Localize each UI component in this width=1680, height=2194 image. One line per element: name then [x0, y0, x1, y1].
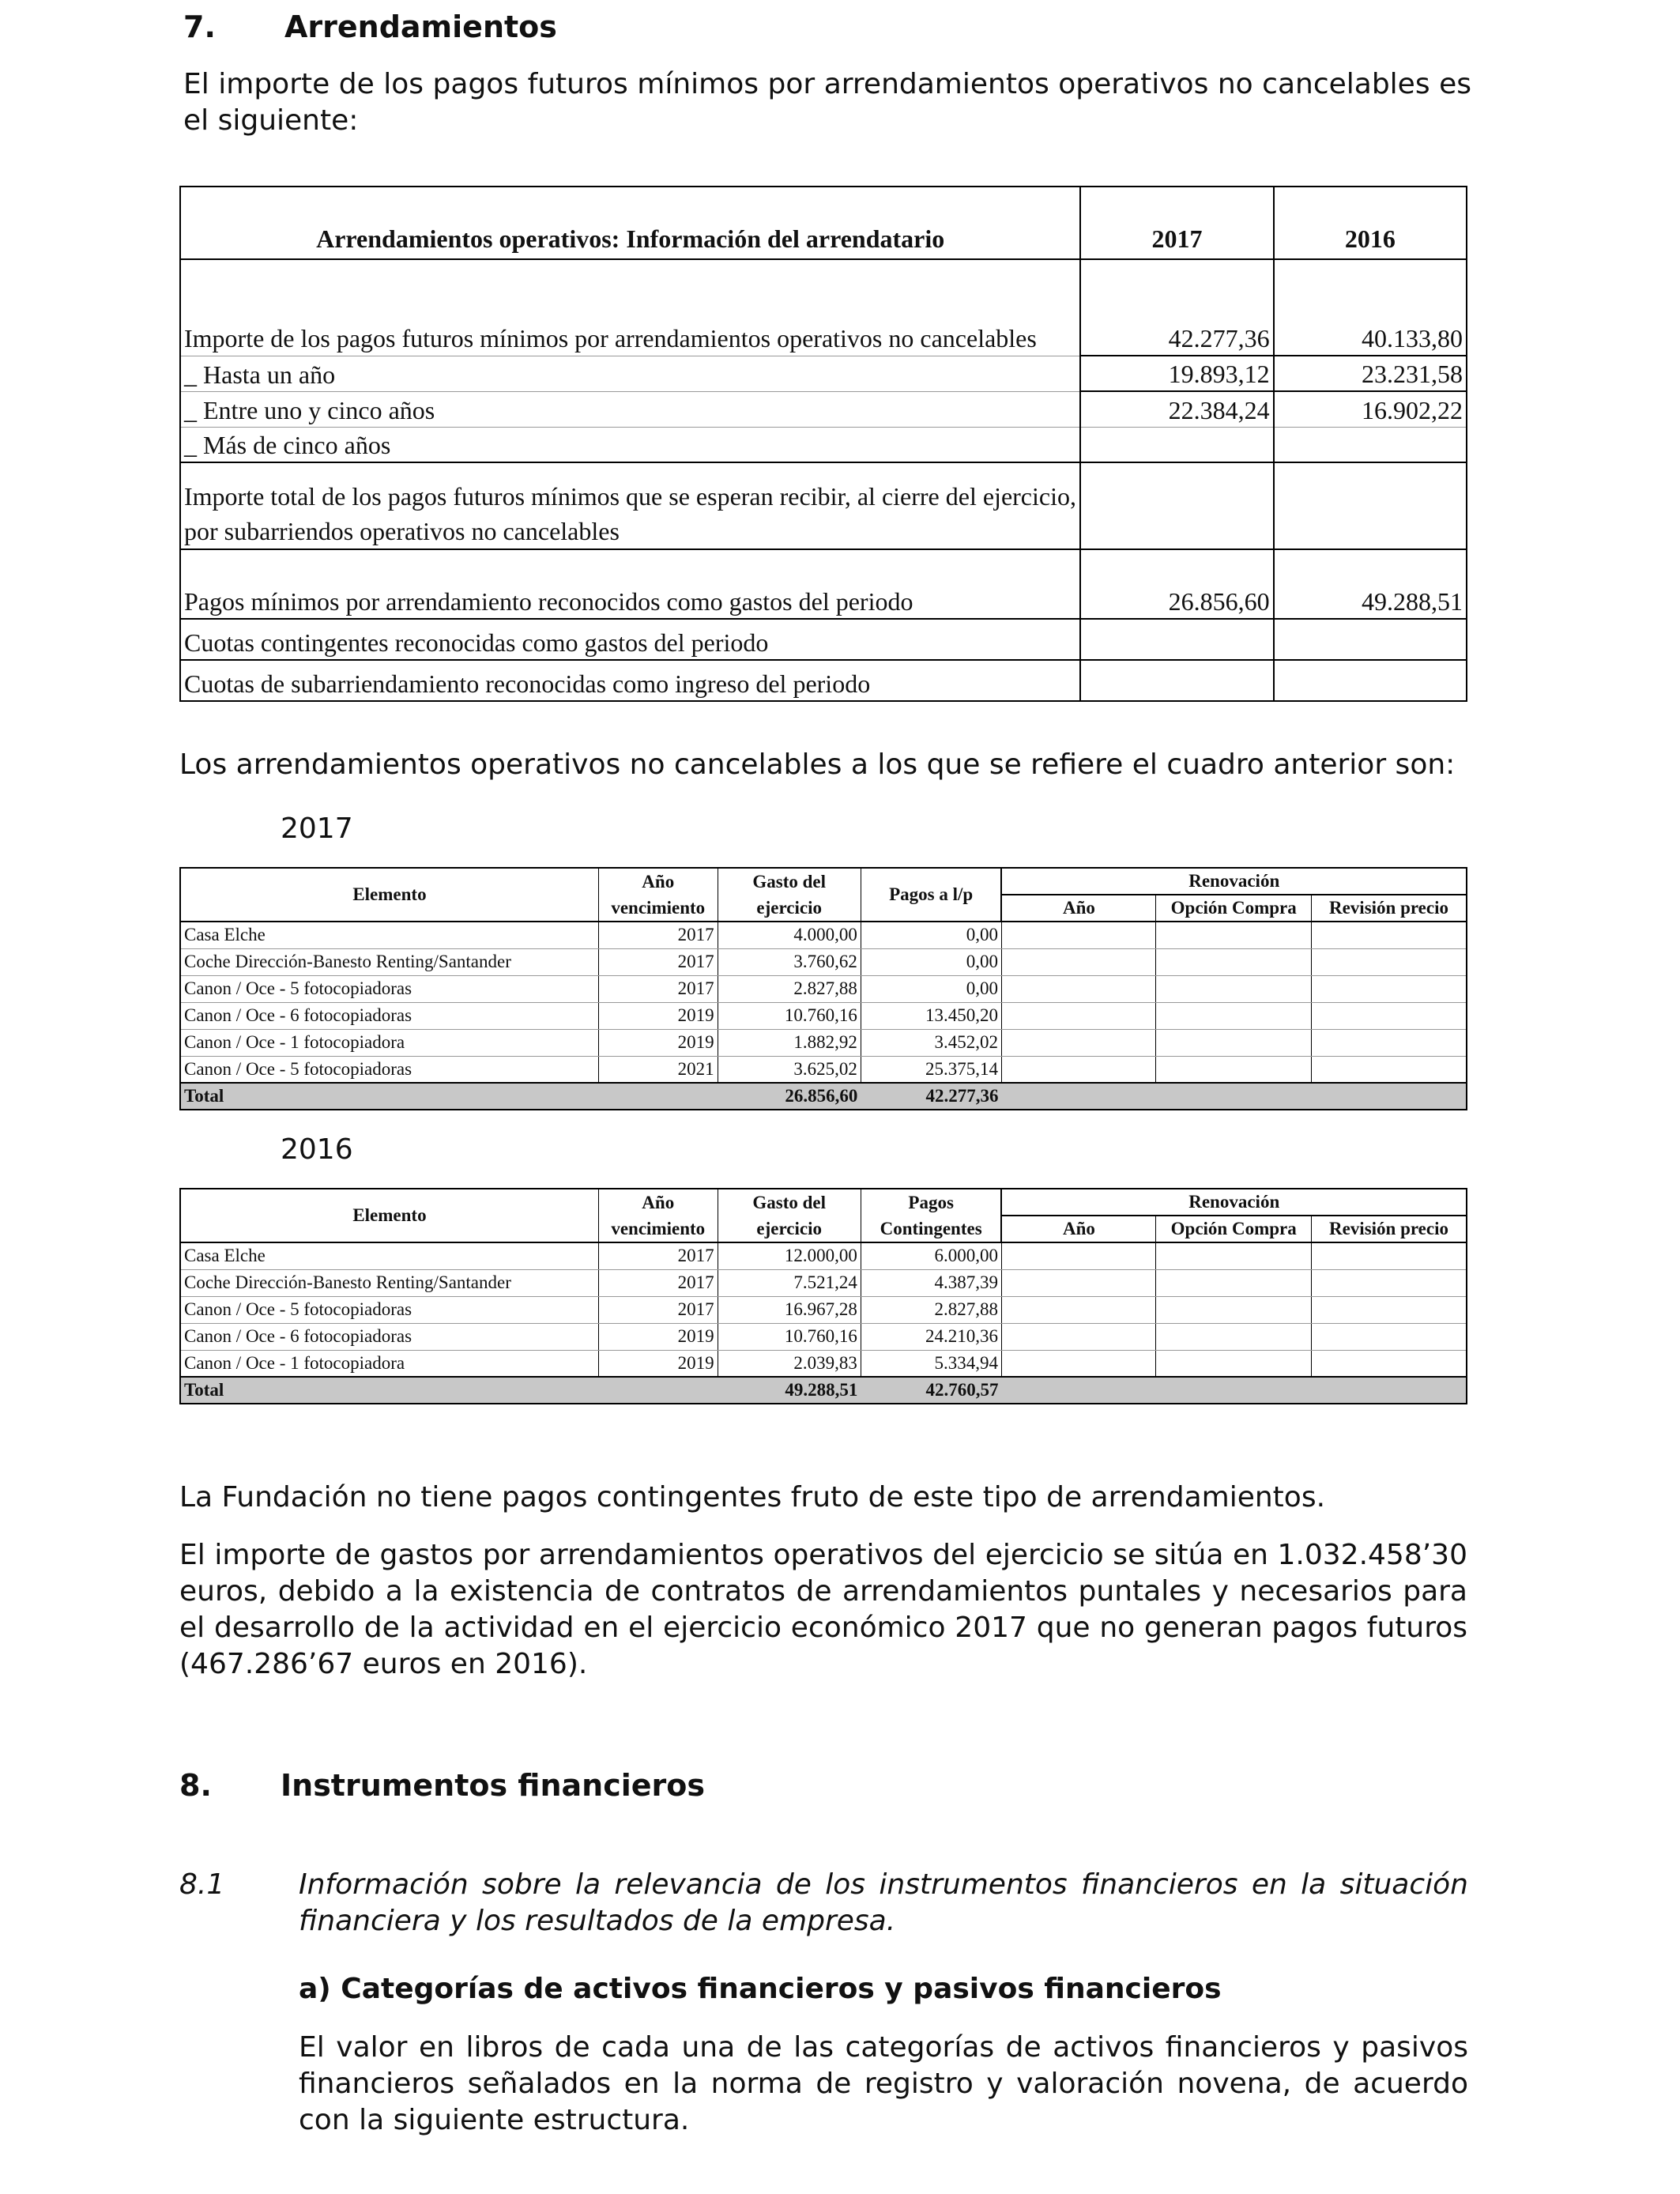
- table-row: [180, 1323, 1467, 1350]
- cell-renov-ano: [1001, 1002, 1155, 1029]
- table-row: [180, 259, 1467, 356]
- value-2017: [1080, 462, 1273, 549]
- year-heading-2017: 2017: [281, 812, 353, 845]
- cell-elemento: Casa Elche: [180, 1242, 598, 1269]
- cell-renov-ano: [1001, 922, 1155, 948]
- row-label: Pagos mínimos por arrendamiento reconocidos como gastos del periodo: [180, 549, 1080, 619]
- cell-elemento: Canon / Oce - 6 fotocopiadoras: [180, 1002, 598, 1029]
- total-pagos: 42.277,36: [861, 1083, 1001, 1110]
- cell-elemento: Canon / Oce - 1 fotocopiadora: [180, 1029, 598, 1056]
- total-gasto: 26.856,60: [718, 1083, 861, 1110]
- row-label: _ Hasta un año: [180, 356, 1080, 391]
- cell-renov-ano: [1001, 1056, 1155, 1083]
- cell-renov-opcion: [1156, 922, 1312, 948]
- header-renov-revision: Revisión precio: [1311, 1216, 1467, 1242]
- value-2017: [1080, 660, 1273, 701]
- value-2016: 40.133,80: [1274, 259, 1467, 356]
- value-2017: [1080, 427, 1273, 462]
- table-row: [180, 619, 1467, 660]
- total-row: [180, 1377, 1467, 1404]
- cell-ano: 2021: [598, 1056, 718, 1083]
- cell-elemento: Coche Dirección-Banesto Renting/Santander: [180, 948, 598, 975]
- year-heading-2016: 2016: [281, 1133, 353, 1166]
- row-label: Cuotas contingentes reconocidas como gastos del periodo: [180, 619, 1080, 660]
- cell-ano: 2019: [598, 1323, 718, 1350]
- cell-ano: 2017: [598, 922, 718, 948]
- cell-elemento: Coche Dirección-Banesto Renting/Santander: [180, 1269, 598, 1296]
- header-renov-opcion: Opción Compra: [1156, 1216, 1312, 1242]
- cell-gasto: 4.000,00: [718, 922, 861, 948]
- value-2016: [1274, 660, 1467, 701]
- cell-renov-ano: [1001, 1323, 1155, 1350]
- header-label: Arrendamientos operativos: Información del arrendatario: [180, 187, 1080, 259]
- table-row: [180, 1029, 1467, 1056]
- cell-ano: 2017: [598, 1296, 718, 1323]
- total-label: Total: [180, 1083, 598, 1110]
- cell-renov-ano: [1001, 1296, 1155, 1323]
- cell-pagos: 5.334,94: [861, 1350, 1001, 1377]
- cell-gasto: 2.039,83: [718, 1350, 861, 1377]
- table-row: [180, 1269, 1467, 1296]
- subheading-a: a) Categorías de activos financieros y pasivos financieros: [299, 1973, 1222, 2005]
- header-elemento: Elemento: [180, 868, 598, 922]
- value-2017: 26.856,60: [1080, 549, 1273, 619]
- cell-renov-opcion: [1156, 1350, 1312, 1377]
- row-label: Importe total de los pagos futuros mínimos que se esperan recibir, al cierre del ejercicio, por subarriendos operativos no cancelables: [180, 462, 1080, 549]
- header-pagos-a: Pagos: [861, 1189, 1001, 1216]
- total-row: [180, 1083, 1467, 1110]
- cell-elemento: Canon / Oce - 6 fotocopiadoras: [180, 1323, 598, 1350]
- table-row: [180, 922, 1467, 948]
- table-row: [180, 1242, 1467, 1269]
- lead-paragraph: Los arrendamientos operativos no cancelables a los que se refiere el cuadro anterior son:: [179, 748, 1456, 781]
- header-ano-b: vencimiento: [598, 1216, 718, 1242]
- table-row: [180, 1002, 1467, 1029]
- cell-renov-ano: [1001, 1029, 1155, 1056]
- cell-elemento: Casa Elche: [180, 922, 598, 948]
- cell-pagos: 4.387,39: [861, 1269, 1001, 1296]
- table-row: [180, 391, 1467, 427]
- header-pagos: Pagos a l/p: [861, 868, 1001, 922]
- section-title: Arrendamientos: [284, 9, 557, 44]
- header-renovacion: Renovación: [1001, 868, 1467, 895]
- header-year-2017: 2017: [1080, 187, 1273, 259]
- cell-gasto: 1.882,92: [718, 1029, 861, 1056]
- cell-renov-opcion: [1156, 1242, 1312, 1269]
- cell-pagos: 3.452,02: [861, 1029, 1001, 1056]
- cell-renov-ano: [1001, 1242, 1155, 1269]
- cell-pagos: 13.450,20: [861, 1002, 1001, 1029]
- intro-paragraph: El importe de los pagos futuros mínimos por arrendamientos operativos no cancelables es el siguiente:: [183, 68, 1471, 137]
- cell-renov-revision: [1311, 975, 1467, 1002]
- section-number: 8.: [179, 1768, 212, 1803]
- cell-renov-opcion: [1156, 1029, 1312, 1056]
- value-2016: [1274, 462, 1467, 549]
- cell-elemento: Canon / Oce - 1 fotocopiadora: [180, 1350, 598, 1377]
- cell-pagos: 2.827,88: [861, 1296, 1001, 1323]
- cell-pagos: 0,00: [861, 948, 1001, 975]
- row-label: _ Entre uno y cinco años: [180, 391, 1080, 427]
- cell-gasto: 10.760,16: [718, 1323, 861, 1350]
- value-2016: 16.902,22: [1274, 391, 1467, 427]
- row-label: Cuotas de subarriendamiento reconocidas como ingreso del periodo: [180, 660, 1080, 701]
- row-label: _ Más de cinco años: [180, 427, 1080, 462]
- total-empty: [1001, 1377, 1467, 1404]
- header-renov-opcion: Opción Compra: [1156, 895, 1312, 922]
- cell-renov-revision: [1311, 948, 1467, 975]
- cell-renov-revision: [1311, 922, 1467, 948]
- cell-ano: 2019: [598, 1029, 718, 1056]
- header-elemento: Elemento: [180, 1189, 598, 1242]
- cell-gasto: 3.760,62: [718, 948, 861, 975]
- header-renov-revision: Revisión precio: [1311, 895, 1467, 922]
- cell-renov-revision: [1311, 1269, 1467, 1296]
- cell-renov-revision: [1311, 1056, 1467, 1083]
- table-row: [180, 462, 1467, 549]
- value-2016: 49.288,51: [1274, 549, 1467, 619]
- header-renov-ano: Año: [1001, 1216, 1155, 1242]
- value-2016: [1274, 619, 1467, 660]
- header-pagos-b: Contingentes: [861, 1216, 1001, 1242]
- cell-renov-opcion: [1156, 1296, 1312, 1323]
- section-title: Instrumentos financieros: [281, 1768, 706, 1803]
- cell-renov-revision: [1311, 1242, 1467, 1269]
- cell-ano: 2019: [598, 1002, 718, 1029]
- cell-renov-opcion: [1156, 1056, 1312, 1083]
- paragraph-contingentes: La Fundación no tiene pagos contingentes fruto de este tipo de arrendamientos.: [179, 1481, 1326, 1514]
- cell-renov-ano: [1001, 1350, 1155, 1377]
- total-empty: [598, 1377, 718, 1404]
- table-row: [180, 427, 1467, 462]
- value-2016: 23.231,58: [1274, 356, 1467, 391]
- row-label: Importe de los pagos futuros mínimos por arrendamientos operativos no cancelables: [180, 259, 1080, 356]
- subsection-number: 8.1: [179, 1868, 225, 1901]
- table-row: [180, 1056, 1467, 1083]
- paragraph-structure: El valor en libros de cada una de las categorías de activos financieros y pasivos financieros señalados en la norma de registro y valoración novena, de acuerdo con la siguiente estructura.: [299, 2031, 1468, 2136]
- header-ano-a: Año: [598, 868, 718, 895]
- cell-ano: 2017: [598, 948, 718, 975]
- table-row: [180, 356, 1467, 391]
- cell-gasto: 12.000,00: [718, 1242, 861, 1269]
- header-gasto-a: Gasto del: [718, 868, 861, 895]
- table-row: [180, 660, 1467, 701]
- total-label: Total: [180, 1377, 598, 1404]
- header-renov-ano: Año: [1001, 895, 1155, 922]
- value-2017: 22.384,24: [1080, 391, 1273, 427]
- total-empty: [1001, 1083, 1467, 1110]
- cell-gasto: 16.967,28: [718, 1296, 861, 1323]
- total-gasto: 49.288,51: [718, 1377, 861, 1404]
- table-header-row: [180, 187, 1467, 259]
- header-ano-b: vencimiento: [598, 895, 718, 922]
- total-pagos: 42.760,57: [861, 1377, 1001, 1404]
- header-gasto-a: Gasto del: [718, 1189, 861, 1216]
- cell-pagos: 0,00: [861, 975, 1001, 1002]
- lease-info-table: [179, 186, 1467, 702]
- cell-renov-revision: [1311, 1350, 1467, 1377]
- cell-pagos: 6.000,00: [861, 1242, 1001, 1269]
- paragraph-gastos: El importe de gastos por arrendamientos operativos del ejercicio se sitúa en 1.032.458’30 euros, debido a la existencia de contratos de arrendamientos puntales y necesarios para el desarrollo de la actividad en el ejercicio económico 2017 que no generan pagos futuros (467.286’67 euros en 2016).: [179, 1539, 1467, 1680]
- cell-gasto: 7.521,24: [718, 1269, 861, 1296]
- cell-renov-ano: [1001, 975, 1155, 1002]
- value-2017: 42.277,36: [1080, 259, 1273, 356]
- table-row: [180, 948, 1467, 975]
- cell-elemento: Canon / Oce - 5 fotocopiadoras: [180, 1056, 598, 1083]
- cell-ano: 2017: [598, 975, 718, 1002]
- cell-pagos: 25.375,14: [861, 1056, 1001, 1083]
- cell-renov-opcion: [1156, 1002, 1312, 1029]
- cell-renov-revision: [1311, 1296, 1467, 1323]
- value-2017: 19.893,12: [1080, 356, 1273, 391]
- leases-2017-table: [179, 867, 1467, 1110]
- cell-elemento: Canon / Oce - 5 fotocopiadoras: [180, 1296, 598, 1323]
- leases-2016-table: [179, 1188, 1467, 1404]
- section-number: 7.: [183, 9, 216, 44]
- cell-renov-opcion: [1156, 975, 1312, 1002]
- value-2017: [1080, 619, 1273, 660]
- table-row: [180, 549, 1467, 619]
- total-empty: [598, 1083, 718, 1110]
- cell-renov-ano: [1001, 1269, 1155, 1296]
- cell-renov-ano: [1001, 948, 1155, 975]
- header-ano-a: Año: [598, 1189, 718, 1216]
- cell-ano: 2019: [598, 1350, 718, 1377]
- header-gasto-b: ejercicio: [718, 1216, 861, 1242]
- header-renovacion: Renovación: [1001, 1189, 1467, 1216]
- cell-elemento: Canon / Oce - 5 fotocopiadoras: [180, 975, 598, 1002]
- cell-pagos: 0,00: [861, 922, 1001, 948]
- subsection-title: Información sobre la relevancia de los instrumentos financieros en la situación financiera y los resultados de la empresa.: [299, 1868, 1468, 1937]
- table-row: [180, 1350, 1467, 1377]
- value-2016: [1274, 427, 1467, 462]
- table-row: [180, 1296, 1467, 1323]
- cell-gasto: 3.625,02: [718, 1056, 861, 1083]
- cell-ano: 2017: [598, 1269, 718, 1296]
- table-row: [180, 975, 1467, 1002]
- cell-renov-revision: [1311, 1029, 1467, 1056]
- cell-renov-opcion: [1156, 1269, 1312, 1296]
- cell-renov-opcion: [1156, 1323, 1312, 1350]
- cell-ano: 2017: [598, 1242, 718, 1269]
- cell-gasto: 2.827,88: [718, 975, 861, 1002]
- cell-pagos: 24.210,36: [861, 1323, 1001, 1350]
- cell-renov-revision: [1311, 1002, 1467, 1029]
- cell-renov-revision: [1311, 1323, 1467, 1350]
- cell-renov-opcion: [1156, 948, 1312, 975]
- header-year-2016: 2016: [1344, 224, 1396, 253]
- cell-gasto: 10.760,16: [718, 1002, 861, 1029]
- header-gasto-b: ejercicio: [718, 895, 861, 922]
